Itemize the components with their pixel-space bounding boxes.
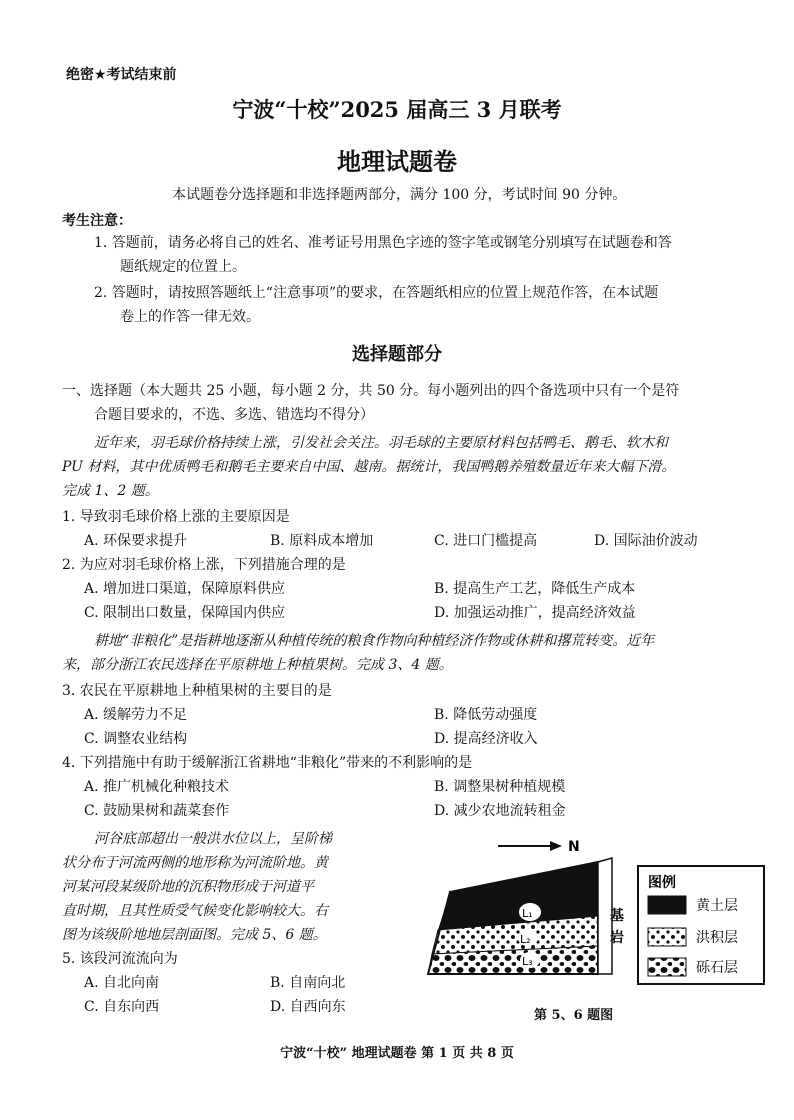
north-label: N bbox=[568, 839, 580, 855]
passage3-line-5: 图为该级阶地地层剖面图。完成 5、6 题。 bbox=[62, 927, 327, 943]
passage3-line-2: 状分布于河流两侧的地形称为河流阶地。黄 bbox=[62, 855, 328, 871]
passage1-line-1: 近年来，羽毛球价格持续上涨，引发社会关注。羽毛球的主要原材料包括鸭毛、鹅毛、软木和 bbox=[94, 435, 668, 451]
secret-label: 绝密★考试结束前 bbox=[66, 67, 177, 83]
q1-option-b: B. 原料成本增加 bbox=[270, 533, 374, 549]
q2-option-c: C. 限制出口数量，保障国内供应 bbox=[84, 605, 286, 621]
page-footer: 宁波“十校” 地理试题卷 第 1 页 共 8 页 bbox=[280, 1046, 514, 1061]
q3-option-a: A. 缓解劳力不足 bbox=[84, 707, 188, 723]
north-arrow bbox=[498, 841, 562, 851]
q1-option-a: A. 环保要求提升 bbox=[84, 533, 188, 549]
figure-caption: 第 5、6 题图 bbox=[534, 1008, 614, 1023]
strata-block bbox=[428, 862, 598, 974]
passage3-line-4: 直时期，且其性质受气候变化影响较大。右 bbox=[62, 903, 328, 919]
q2-option-a: A. 增加进口渠道，保障原料供应 bbox=[84, 581, 286, 597]
layer-label-l2: L₂ bbox=[520, 933, 531, 946]
q3-stem: 3. 农民在平原耕地上种植果树的主要目的是 bbox=[62, 683, 332, 699]
q5-option-b: B. 自南向北 bbox=[270, 975, 346, 991]
passage2-line-1: 耕地“非粮化”是指耕地逐渐从种植传统的粮食作物向种植经济作物或休耕和撂荒转变。近年 bbox=[94, 633, 655, 649]
notice-item-2-line-1: 2. 答题时，请按照答题纸上“注意事项”的要求，在答题纸相应的位置上规范作答，在本试题 bbox=[94, 285, 659, 301]
q1-stem: 1. 导致羽毛球价格上涨的主要原因是 bbox=[62, 509, 290, 525]
q4-option-b: B. 调整果树种植规模 bbox=[434, 779, 566, 795]
layer-label-l3: L₃ bbox=[522, 955, 533, 968]
exam-intro: 本试题卷分选择题和非选择题两部分，满分 100 分，考试时间 90 分钟。 bbox=[172, 187, 627, 203]
q2-option-d: D. 加强运动推广，提高经济效益 bbox=[434, 605, 636, 621]
q5-stem: 5. 该段河流流向为 bbox=[62, 951, 178, 967]
part1-line-1: 一、选择题（本大题共 25 小题，每小题 2 分，共 50 分。每小题列出的四个备选项中只有一个是符 bbox=[62, 383, 680, 399]
legend-swatch-gravel bbox=[648, 958, 686, 976]
q4-option-d: D. 减少农地流转租金 bbox=[434, 803, 566, 819]
bedrock-label-1: 基 bbox=[610, 908, 624, 924]
q5-option-a: A. 自北向南 bbox=[84, 975, 160, 991]
notice-item-1-line-1: 1. 答题前，请务必将自己的姓名、准考证号用黑色字迹的签字笔或钢笔分别填写在试题卷和答 bbox=[94, 235, 672, 251]
q1-option-d: D. 国际油价波动 bbox=[594, 533, 698, 549]
q4-option-a: A. 推广机械化种粮技术 bbox=[84, 779, 230, 795]
q3-option-c: C. 调整农业结构 bbox=[84, 731, 188, 747]
q4-stem: 4. 下列措施中有助于缓解浙江省耕地“非粮化”带来的不利影响的是 bbox=[62, 755, 473, 771]
q3-option-d: D. 提高经济收入 bbox=[434, 731, 538, 747]
legend-swatch-alluvial bbox=[648, 928, 686, 946]
terrace-profile-figure bbox=[420, 834, 780, 1004]
legend bbox=[638, 866, 764, 984]
exam-subtitle: 地理试题卷 bbox=[337, 148, 457, 176]
q1-option-c: C. 进口门槛提高 bbox=[434, 533, 538, 549]
passage1-line-2: PU 材料，其中优质鸭毛和鹅毛主要来自中国、越南。据统计，我国鸭鹅养殖数量近年来大幅下滑。 bbox=[62, 459, 676, 475]
notice-heading: 考生注意： bbox=[62, 213, 132, 229]
legend-alluvial: 洪积层 bbox=[696, 930, 738, 946]
passage2-line-2: 来，部分浙江农民选择在平原耕地上种植果树。完成 3、4 题。 bbox=[62, 657, 453, 673]
part1-line-2: 合题目要求的，不选、多选、错选均不得分） bbox=[94, 407, 374, 423]
q5-option-d: D. 自西向东 bbox=[270, 999, 346, 1015]
layer-label-l1: L₁ bbox=[522, 907, 533, 920]
passage3-line-3: 河某河段某级阶地的沉积物形成于河道平 bbox=[62, 879, 314, 895]
legend-swatch-loess bbox=[648, 896, 686, 914]
q4-option-c: C. 鼓励果树和蔬菜套作 bbox=[84, 803, 230, 819]
q3-option-b: B. 降低劳动强度 bbox=[434, 707, 538, 723]
legend-gravel: 砾石层 bbox=[696, 960, 738, 976]
legend-title: 图例 bbox=[648, 875, 676, 891]
notice-item-1-line-2: 题纸规定的位置上。 bbox=[120, 259, 246, 275]
section-title: 选择题部分 bbox=[352, 344, 442, 365]
q5-option-c: C. 自东向西 bbox=[84, 999, 160, 1015]
bedrock-label-2: 岩 bbox=[610, 930, 624, 946]
passage1-line-3: 完成 1、2 题。 bbox=[62, 483, 159, 499]
notice-item-2-line-2: 卷上的作答一律无效。 bbox=[120, 309, 260, 325]
passage3-line-1: 河谷底部超出一般洪水位以上，呈阶梯 bbox=[94, 831, 332, 847]
exam-title: 宁波“十校”2025 届高三 3 月联考 bbox=[232, 97, 562, 122]
legend-loess: 黄土层 bbox=[696, 898, 738, 914]
q2-stem: 2. 为应对羽毛球价格上涨，下列措施合理的是 bbox=[62, 557, 346, 573]
q2-option-b: B. 提高生产工艺，降低生产成本 bbox=[434, 581, 636, 597]
